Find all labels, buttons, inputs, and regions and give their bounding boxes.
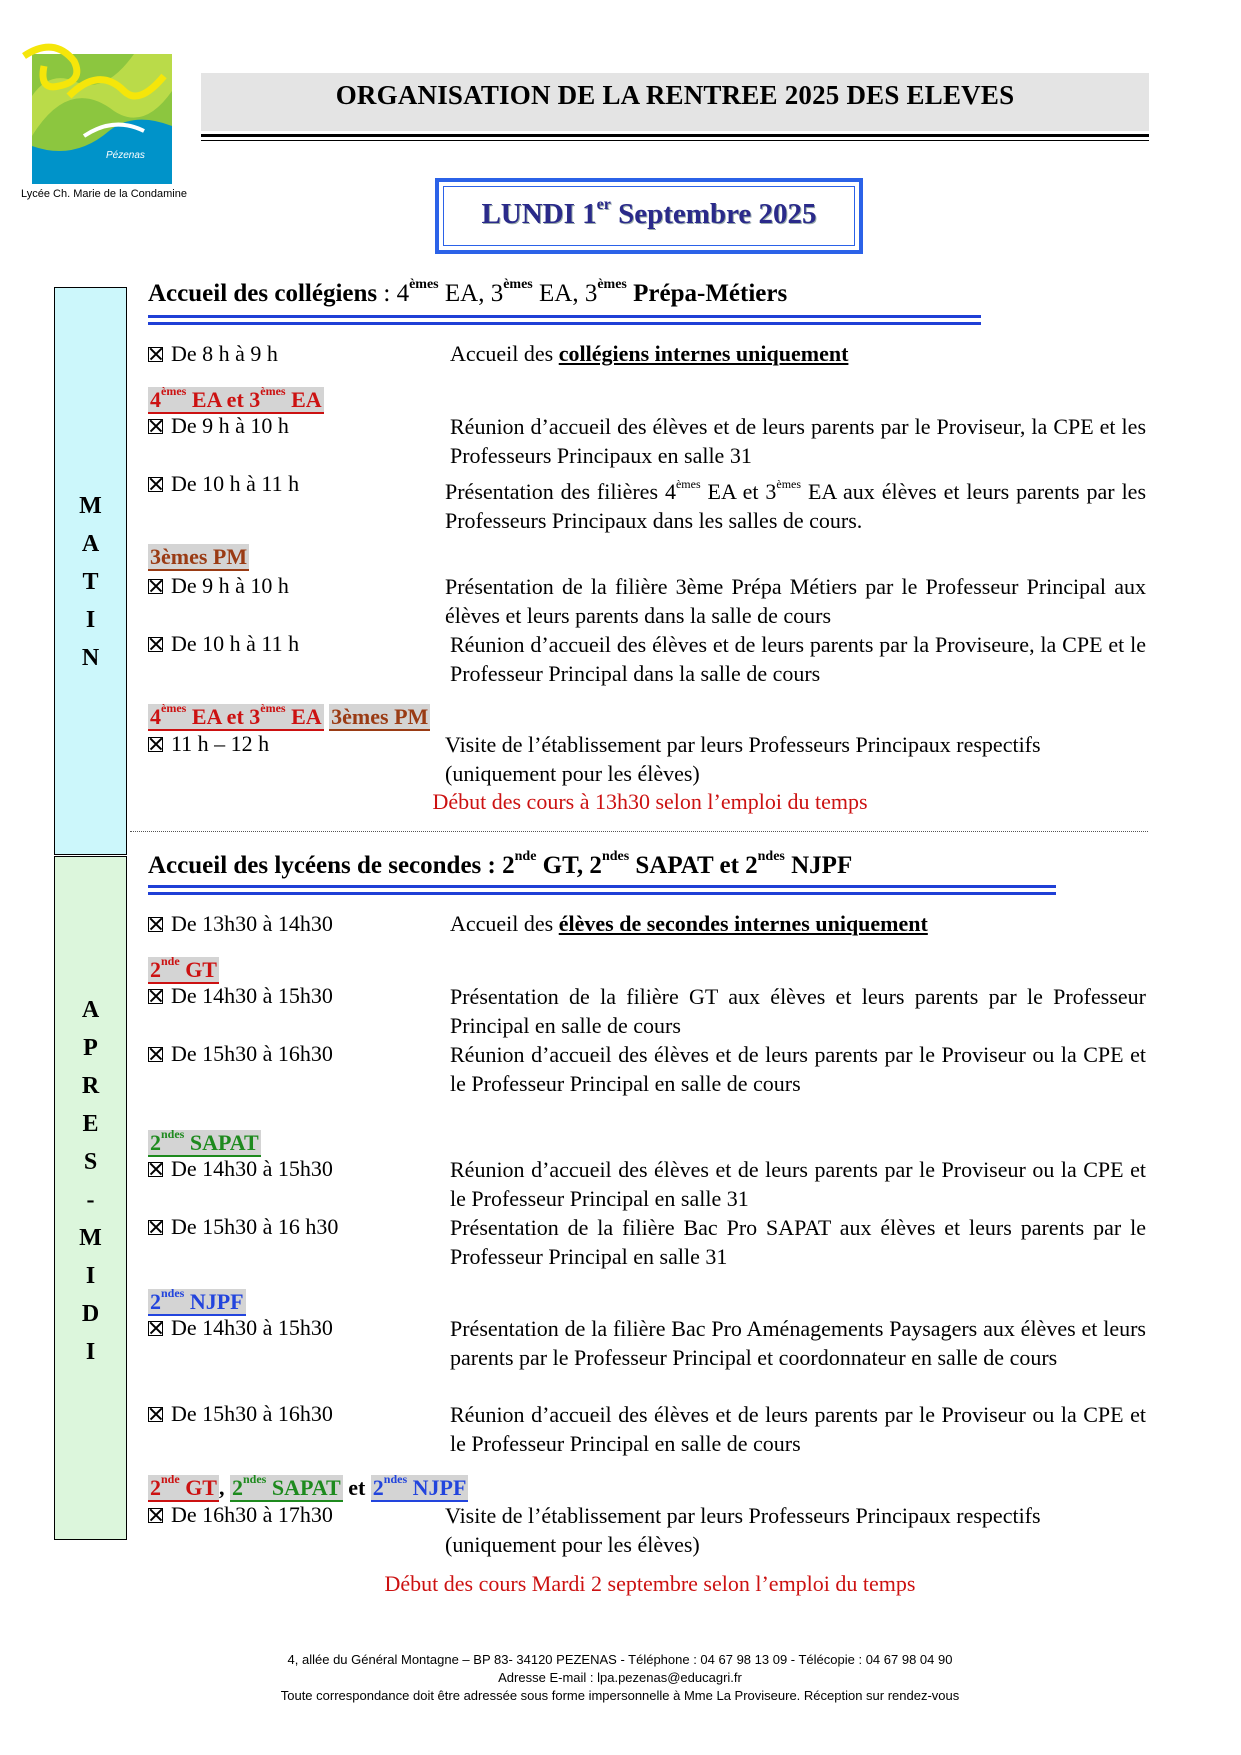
afternoon-heading: Accueil des lycéens de secondes : 2nde GT, $2^{ndes}$ SAPAT et $2^{ndes}$ NJPF [148,849,853,879]
schedule-time: De 10 h à 11 h [148,471,299,497]
apres-midi-label [55,997,126,1377]
band-letter: A [81,997,100,1023]
band-letter: N [81,645,100,671]
schedule-desc: Présentation de la filière GT aux élèves et leurs parents par le Professeur Principal en salle de cours [450,984,1146,1038]
schedule-time: De 15h30 à 16 h30 [148,1214,338,1240]
schedule-time: De 15h30 à 16h30 [148,1041,333,1067]
group-label-2nde-sapat: $2^{ndes}$ SAPAT [150,1127,259,1155]
schedule-time: De 8 h à 9 h [148,341,278,367]
checkbox-icon [148,347,163,362]
band-letter: A [81,531,100,557]
schedule-time: De 10 h à 11 h [148,631,299,657]
schedule-desc: Présentation de la filière Bac Pro SAPAT aux élèves et leurs parents par le Professeur Principal en salle 31 [450,1215,1146,1269]
checkbox-icon [148,1047,163,1062]
schedule-time: De 16h30 à 17h30 [148,1502,333,1528]
band-letter: I [85,1339,96,1365]
schedule-time: De 14h30 à 15h30 [148,1315,333,1341]
schedule-desc: Visite de l’établissement par leurs Professeurs Principaux respectifs (uniquement pour les élèves) [445,1503,1041,1557]
schedule-desc: Réunion d’accueil des élèves et de leurs parents par la Proviseure, la CPE et le Professeur Principal dans la salle de cours [450,632,1146,686]
group-label-all-secondes: 2nde GT, $2^{ndes}$ SAPAT et $2^{ndes}$ NJPF [150,1472,467,1500]
schedule-desc: Accueil des élèves de secondes internes uniquement [450,911,928,936]
band-letter: R [81,1073,100,1099]
section-divider [130,831,1148,832]
schedule-desc: Réunion d’accueil des élèves et de leurs parents par le Proviseur, la CPE et les Professeurs Principaux en salle 31 [450,414,1146,468]
checkbox-icon [148,477,163,492]
schedule-time: De 14h30 à 15h30 [148,1156,333,1182]
footer-address: 4, allée du Général Montagne – BP 83- 34120 PEZENAS - Téléphone : 04 67 98 13 09 - Télécopie : 04 67 98 04 90 [287,1652,953,1667]
schedule-desc: Présentation de la filière 3ème Prépa Métiers par le Professeur Principal aux élèves et leurs parents dans la salle de cours [445,574,1146,628]
title-rule [201,134,1149,137]
checkbox-icon [148,637,163,652]
band-letter: - [86,1187,95,1213]
schedule-time: De 9 h à 10 h [148,413,289,439]
group-label-4eme-3eme-ea: 4èmes EA et 3èmes EA [150,384,322,412]
schedule-time: De 9 h à 10 h [148,573,289,599]
schedule-time: De 14h30 à 15h30 [148,983,333,1009]
checkbox-icon [148,1220,163,1235]
logo-caption: Lycée Ch. Marie de la Condamine [21,188,187,200]
matin-band [54,287,127,855]
checkbox-icon [148,1407,163,1422]
apres-midi-band [54,856,127,1540]
morning-rule-2 [148,322,981,325]
morning-rule [148,315,981,318]
logo-town: Pézenas [106,150,145,161]
date-heading: LUNDI 1er Septembre 2025 [481,196,817,230]
title-rule-thin [201,140,1149,141]
checkbox-icon [148,1321,163,1336]
band-letter: I [85,1263,96,1289]
checkbox-icon [148,1508,163,1523]
footer [100,1651,1140,1705]
band-letter: M [79,493,102,519]
band-letter: D [81,1301,100,1327]
schedule-desc: Présentation des filières 4èmes EA et 3èmes EA aux élèves et leurs parents par les Professeurs Principaux dans les salles de cours. [445,477,1147,533]
schedule-desc: Réunion d’accueil des élèves et de leurs parents par le Proviseur ou la CPE et le Professeur Principal en salle de cours [450,1402,1146,1456]
schedule-desc: Accueil des collégiens internes uniquement [450,341,849,366]
afternoon-rule [148,885,1056,888]
checkbox-icon [148,917,163,932]
checkbox-icon [148,419,163,434]
afternoon-note: Début des cours Mardi 2 septembre selon l’emploi du temps [384,1571,916,1596]
band-letter: I [85,607,96,633]
morning-note: Début des cours à 13h30 selon l’emploi du temps [432,789,868,814]
schedule-desc: Réunion d’accueil des élèves et de leurs parents par le Proviseur ou la CPE et le Professeur Principal en salle 31 [450,1157,1146,1211]
band-letter: M [79,1225,102,1251]
checkbox-icon [148,579,163,594]
group-label-2nde-njpf: $2^{ndes}$ NJPF [150,1286,244,1314]
schedule-desc: Présentation de la filière Bac Pro Aménagements Paysagers aux élèves et leurs parents par le Professeur Principal et coordonnateur en salle de cours [450,1316,1146,1370]
band-letter: T [82,569,99,595]
matin-label [55,493,126,683]
page-title: ORGANISATION DE LA RENTREE 2025 DES ELEVES [335,80,1015,110]
band-letter: P [83,1035,98,1061]
school-logo [14,36,190,206]
schedule-time: 11 h – 12 h [148,731,269,757]
footer-note: Toute correspondance doit être adressée sous forme impersonnelle à Mme La Proviseure. Réception sur rendez-vous [280,1688,960,1703]
group-label-2nde-gt: 2nde GT [150,954,217,982]
afternoon-rule-2 [148,892,1056,895]
footer-email: Adresse E-mail : lpa.pezenas@educagri.fr [498,1670,742,1685]
schedule-desc: Réunion d’accueil des élèves et de leurs parents par le Proviseur ou la CPE et le Professeur Principal en salle de cours [450,1042,1146,1096]
morning-heading: Accueil des collégiens : 4èmes EA, 3èmes EA, 3èmes Prépa-Métiers [148,277,788,307]
schedule-time: De 15h30 à 16h30 [148,1401,333,1427]
schedule-time: De 13h30 à 14h30 [148,911,333,937]
checkbox-icon [148,737,163,752]
group-label-3eme-pm: 3èmes PM [150,544,248,569]
band-letter: S [83,1149,98,1175]
checkbox-icon [148,1162,163,1177]
group-label-all-college: 4èmes EA et 3èmes EA 3èmes PM [150,701,429,729]
checkbox-icon [148,989,163,1004]
band-letter: E [82,1111,99,1137]
schedule-desc: Visite de l’établissement par leurs Professeurs Principaux respectifs (uniquement pour les élèves) [445,732,1041,786]
